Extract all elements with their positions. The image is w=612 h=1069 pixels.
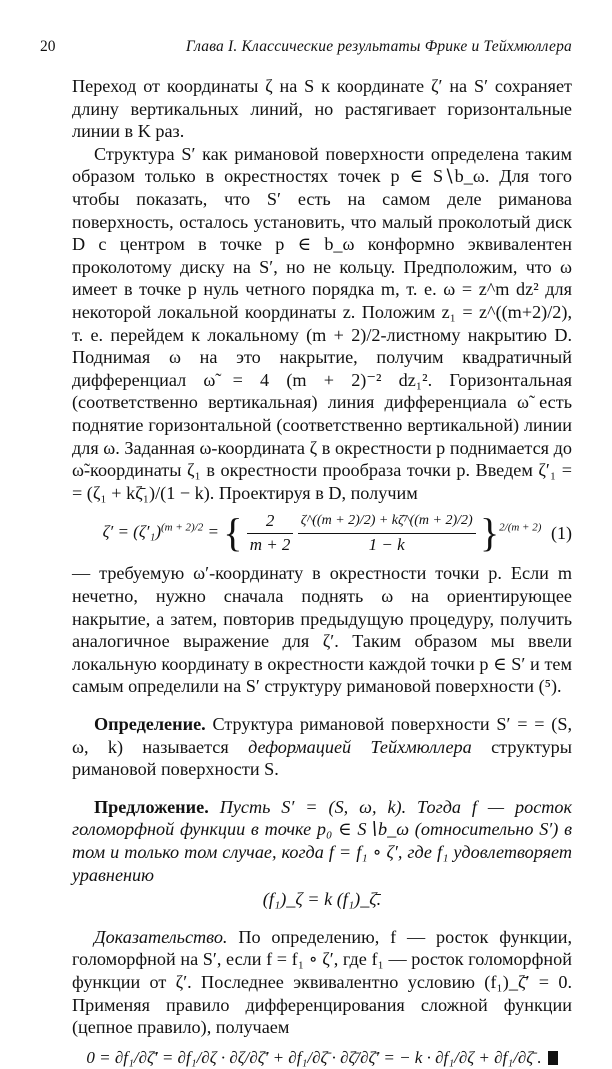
proof-formula — [72, 1047, 572, 1069]
proof-text: По определению, f — росток функции, голоморфной на S′, если f = f₁ ∘ ζ′, где f₁ — росток голоморфной функции от ζ′. Последнее эквивалентно условию (f₁)_ζ̄′ = 0. Применяя правило дифференцирования сложной функции (цепное правило), получаем — [72, 926, 572, 1038]
running-header — [40, 38, 572, 60]
paragraph-1: Переход от координаты ζ на S к координате ζ′ на S′ сохраняет длину вертикальных линий, но растягивает горизонтальные линии в K раз. — [72, 76, 572, 142]
definition-term: деформацией Тейхмюллера — [248, 736, 472, 757]
proof — [72, 926, 572, 1039]
proposition-text: Пусть S′ = (S, ω, k). Тогда f — росток голоморфной функции в точке p₀ ∈ S∖b_ω (относительно S′) в том и только том случае, когда f = f₁ ∘ ζ′, где f₁ удовлетворяет уравнению — [72, 796, 572, 885]
page-body — [72, 75, 572, 1069]
running-title: Глава I. Классические результаты Фрике и Тейхмюллера — [185, 38, 572, 55]
eq1-lhs-exponent: (m + 2)/2 — [161, 521, 204, 534]
left-brace: { — [223, 510, 243, 556]
right-brace: } — [479, 510, 500, 556]
definition-text-after: структуры римановой поверхности S. — [72, 736, 572, 780]
end-of-proof-box — [548, 1051, 558, 1065]
eq1-frac1-denominator: m + 2 — [249, 534, 291, 554]
eq1-rhs-exponent: 2/(m + 2) — [499, 521, 542, 534]
eq1-frac1-numerator: 2 — [247, 510, 294, 534]
proposition-label: Предложение. — [94, 796, 209, 817]
paragraph-3: — требуемую ω′-координату в окрестности точки p. Если m нечетно, нужно сначала поднять ω на ориентирующее накрытие, а затем, повторив предыдущую процедуру, получить аналогичное выражение для ζ′. Таким образом мы ввели локальную координату в окрестности каждой точки p ∈ S′ и тем самым определили на S′ структуру римановой поверхности (⁵). — [72, 563, 572, 697]
eq1-frac2-denominator: 1 − k — [368, 534, 405, 554]
page-number: 20 — [40, 38, 56, 55]
definition — [72, 713, 572, 781]
eq1-fraction-2 — [298, 510, 476, 556]
equation-1 — [72, 510, 572, 556]
proposition — [72, 796, 572, 886]
eq1-equals: = — [207, 522, 219, 542]
equation-number: (1) — [551, 523, 572, 544]
eq1-lhs: ζ′ = (ζ′₁) — [102, 522, 161, 542]
proof-label: Доказательство. — [94, 926, 228, 947]
proof-formula-text: 0 = ∂f₁/∂ζ̄′ = ∂f₁/∂ζ · ∂ζ/∂ζ̄′ + ∂f₁/∂ζ̄ · ∂ζ̄/∂ζ̄′ = − k · ∂f₁/∂ζ + ∂f₁/∂ζ̄ . — [86, 1047, 542, 1067]
proposition-formula: (f₁)_ζ = k (f₁)_ζ̄. — [262, 889, 382, 910]
paragraph-2: Структура S′ как римановой поверхности определена таким образом только в окрестностях точек p ∈ S∖b_ω. Для того чтобы показать, что S′ есть на самом деле риманова поверхность, осталось установить, что малый проколотый диск D с центром в точке p ∈ b_ω конформно эквивалентен проколотому диску на S′, но не кольцу. Предположим, что ω имеет в точке p нуль четного порядка m, т. е. ω = z^m dz² для некоторой локальной координаты z. Положим z₁ = z^((m+2)/2), т. е. перейдем к локальному (m + 2)/2-листному накрытию D. Поднимая ω на это накрытие, получим квадратичный дифференциал ω̃ = 4 (m + 2)⁻² dz₁². Горизонтальная (соответственно вертикальная) линия дифференциала ω̃ есть поднятие горизонтальной (соответственно вертикальной) линии для ω. Заданная ω-координата ζ в окрестности p поднимается до ω̃-координаты ζ₁ в окрестности прообраза точки p. Введем ζ′₁ = = (ζ₁ + kζ̄₁)/(1 − k). Проектируя в D, получим — [72, 143, 572, 503]
definition-text-before: Структура римановой поверхности S′ = = (S, ω, k) называется — [72, 714, 573, 757]
eq1-frac2-numerator: ζ^((m + 2)/2) + kζ̄^((m + 2)/2) — [298, 510, 476, 534]
eq1-fraction-1 — [247, 510, 294, 556]
definition-label: Определение. — [94, 714, 206, 735]
